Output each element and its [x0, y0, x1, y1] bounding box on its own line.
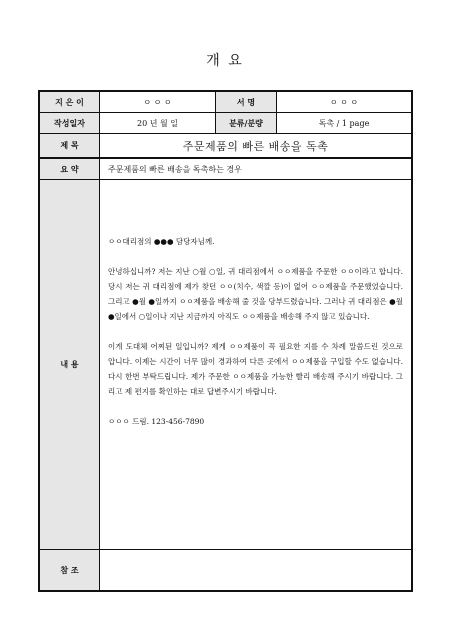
content-paragraph: ㅇㅇ대리점의 ●●● 담당자님께.	[108, 237, 215, 246]
summary-row	[40, 159, 411, 180]
date-row	[40, 113, 411, 134]
content-body	[100, 180, 411, 549]
subject-value: 주문제품의 빠른 배송을 독촉	[182, 139, 329, 153]
reference-label: 참 조	[40, 550, 100, 590]
content-paragraph: 안녕하십니까? 저는 지난 ○월 ○일, 귀 대리점에서 ㅇㅇ제품을 주문한 ㅇㅇ이라고 합니다. 당시 저는 귀 대리점에 제가 찾던 ㅇㅇ(치수, 색깔 등)이 없어 ㅇㅇ제품을 주문했었습니다. 그리고 ●월 ●일까지 ㅇㅇ제품을 배송해 줄 것을 당부드렸습니다. 그러나 귀 대리점은 ●월 ●일에서 ○일이나 지난 지금까지 아직도 ㅇㅇ제품을 배송해 주지 않고 있습니다.	[108, 267, 403, 321]
author-row	[40, 92, 411, 113]
subject-row	[40, 134, 411, 159]
sign-value: ㅇ ㅇ ㅇ	[329, 97, 359, 107]
date-label: 작성일자	[40, 113, 100, 133]
subject-label: 제 목	[40, 134, 100, 157]
author-label: 지 은 이	[40, 92, 100, 112]
content-row	[40, 180, 411, 550]
page-title: 개 요	[206, 53, 244, 69]
summary-label: 요 약	[40, 159, 100, 179]
author-value: ㅇ ㅇ ㅇ	[143, 97, 172, 107]
reference-row	[40, 550, 411, 590]
reference-value	[100, 550, 411, 590]
content-label: 내 용	[40, 180, 100, 549]
sign-label: 서 명	[215, 92, 277, 112]
content-paragraph: ㅇㅇㅇ 드림. 123-456-7890	[108, 417, 205, 426]
category-value: 독촉 / 1 page	[318, 118, 370, 128]
category-label: 분류/분량	[215, 113, 277, 133]
date-value: 20 년 월 일	[137, 118, 178, 128]
summary-value: 주문제품의 빠른 배송을 독촉하는 경우	[108, 164, 242, 174]
summary-form	[38, 90, 413, 592]
content-paragraph: 이게 도대체 어찌된 일입니까? 제게 ㅇㅇ제품이 꼭 필요한 지를 수 차례 말씀드린 것으로 압니다. 이제는 시간이 너무 많이 경과하여 다른 곳에서 ㅇㅇ제품을 구입할 수도 없습니다. 다시 한번 부탁드립니다. 제가 주문한 ㅇㅇ제품을 가능한 빨리 배송해 주시기 바랍니다. 그리고 제 편지를 확인하는 대로 답변주시기 바랍니다.	[108, 342, 403, 396]
